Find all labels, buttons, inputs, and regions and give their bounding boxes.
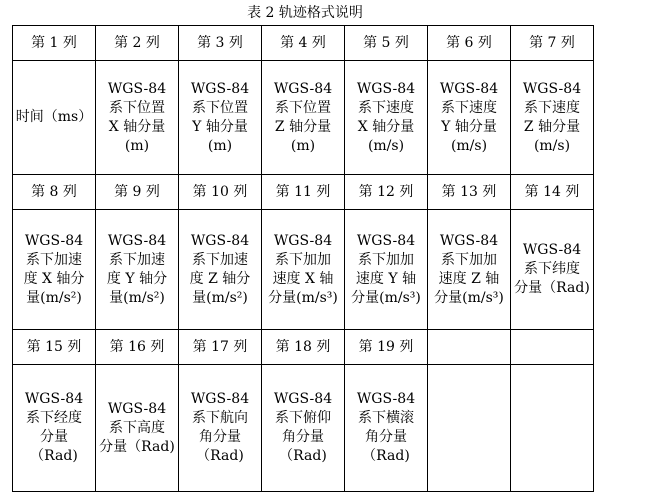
description-line: 速度 X 轴 — [272, 270, 334, 287]
description-line: 系下加速 — [192, 251, 248, 268]
table-caption: 表 2 轨迹格式说明 — [247, 5, 363, 21]
description-cell — [262, 365, 345, 492]
description-line: 系下速度 — [358, 99, 414, 116]
column-header-cell: 第 3 列 — [179, 26, 262, 61]
column-header-cell: 第 2 列 — [96, 26, 179, 61]
column-header-cell: 第 4 列 — [262, 26, 345, 61]
column-header-cell: 第 17 列 — [179, 330, 262, 365]
description-line: (m/s) — [367, 137, 405, 154]
column-header-cell: 第 16 列 — [96, 330, 179, 365]
description-line: （Rad) — [279, 448, 327, 464]
description-line: (m) — [124, 137, 150, 154]
description-line: X 轴分量 — [357, 118, 415, 135]
description-line: WGS-84 — [439, 80, 499, 97]
description-line: (m) — [207, 137, 233, 154]
description-cell — [428, 61, 511, 175]
column-header-cell: 第 14 列 — [511, 175, 594, 210]
column-header-cell: 第 5 列 — [345, 26, 428, 61]
description-line: WGS-84 — [356, 80, 416, 97]
description-line: WGS-84 — [190, 80, 250, 97]
description-line: 量(m/s²) — [192, 289, 248, 306]
description-line: （Rad) — [196, 448, 244, 464]
description-line: 系下位置 — [192, 99, 248, 116]
description-line: 系下速度 — [441, 99, 497, 116]
description-line: 速度 Z 轴 — [438, 270, 500, 287]
description-cell — [345, 61, 428, 175]
description-cell — [262, 61, 345, 175]
description-line: 系下横滚 — [358, 410, 414, 426]
description-row — [13, 210, 594, 330]
description-line: 分量 — [40, 429, 68, 445]
description-line: WGS-84 — [273, 391, 333, 407]
description-line: 系下加加 — [441, 251, 497, 268]
description-line: 分量(m/s³) — [351, 289, 421, 306]
description-line: WGS-84 — [190, 391, 250, 407]
empty-cell — [428, 365, 511, 492]
description-line: 速度 Y 轴 — [355, 270, 417, 287]
column-header-cell: 第 11 列 — [262, 175, 345, 210]
description-line: (m) — [290, 137, 316, 154]
description-cell — [345, 210, 428, 330]
column-header-cell: 第 18 列 — [262, 330, 345, 365]
description-line: （Rad) — [362, 448, 410, 464]
column-header-cell: 第 7 列 — [511, 26, 594, 61]
description-line: WGS-84 — [107, 232, 167, 249]
description-cell — [345, 365, 428, 492]
column-header-cell: 第 1 列 — [13, 26, 96, 61]
description-cell — [179, 365, 262, 492]
description-cell — [13, 61, 96, 175]
description-cell — [511, 210, 594, 330]
description-line: 系下加加 — [275, 251, 331, 268]
description-line: 分量(m/s³) — [434, 289, 504, 306]
description-line: 系下俯仰 — [275, 410, 331, 426]
description-line: WGS-84 — [107, 400, 167, 417]
description-line: (m/s) — [450, 137, 488, 154]
description-line: 量(m/s²) — [109, 289, 165, 306]
description-line: Z 轴分量 — [274, 118, 332, 135]
description-cell — [96, 210, 179, 330]
description-line: WGS-84 — [356, 391, 416, 407]
header-row — [13, 26, 594, 61]
description-line: 分量（Rad) — [514, 280, 590, 296]
description-line: WGS-84 — [522, 80, 582, 97]
column-header-cell — [428, 330, 511, 365]
description-line: Z 轴分量 — [523, 118, 581, 135]
empty-cell — [511, 365, 594, 492]
description-cell — [179, 210, 262, 330]
column-header-cell: 第 19 列 — [345, 330, 428, 365]
column-header-cell: 第 8 列 — [13, 175, 96, 210]
description-line: 系下加速 — [109, 251, 165, 268]
description-line: WGS-84 — [273, 80, 333, 97]
description-line: 系下航向 — [192, 410, 248, 426]
column-header-cell — [511, 330, 594, 365]
description-cell — [96, 365, 179, 492]
description-line: 度 Y 轴分 — [106, 270, 168, 287]
description-line: 角分量 — [365, 429, 407, 445]
description-line: Y 轴分量 — [441, 118, 497, 135]
trajectory-format-table — [12, 25, 594, 492]
description-line: 角分量 — [199, 429, 241, 445]
description-cell — [428, 210, 511, 330]
column-header-cell: 第 10 列 — [179, 175, 262, 210]
description-line: 度 Z 轴分 — [189, 270, 251, 287]
description-line: 系下位置 — [109, 99, 165, 116]
description-line: 系下位置 — [275, 99, 331, 116]
description-cell — [13, 365, 96, 492]
column-header-cell: 第 13 列 — [428, 175, 511, 210]
description-cell — [179, 61, 262, 175]
description-row — [13, 61, 594, 175]
description-line: WGS-84 — [439, 232, 499, 249]
description-line: 分量(m/s³) — [268, 289, 338, 306]
description-cell — [96, 61, 179, 175]
description-line: 系下经度 — [26, 410, 82, 426]
description-line: 系下高度 — [109, 419, 165, 436]
description-line: 角分量 — [282, 429, 324, 445]
column-header-cell: 第 15 列 — [13, 330, 96, 365]
description-line: WGS-84 — [107, 80, 167, 97]
description-line: Y 轴分量 — [192, 118, 248, 135]
description-line: 度 X 轴分 — [23, 270, 85, 287]
column-header-cell: 第 9 列 — [96, 175, 179, 210]
description-line: WGS-84 — [24, 232, 84, 249]
description-cell — [511, 61, 594, 175]
description-row — [13, 365, 594, 492]
description-line: WGS-84 — [522, 242, 582, 258]
header-row — [13, 330, 594, 365]
description-cell — [262, 210, 345, 330]
description-line: 分量（Rad) — [99, 438, 175, 455]
description-line: X 轴分量 — [108, 118, 166, 135]
description-line: 系下纬度 — [524, 261, 580, 277]
description-line: 量(m/s²) — [26, 289, 82, 306]
header-row — [13, 175, 594, 210]
description-cell — [13, 210, 96, 330]
description-line: 系下加速 — [26, 251, 82, 268]
description-line: WGS-84 — [273, 232, 333, 249]
description-line: 时间（ms） — [15, 109, 93, 125]
description-line: WGS-84 — [190, 232, 250, 249]
description-line: （Rad) — [30, 448, 78, 464]
description-line: WGS-84 — [24, 391, 84, 407]
column-header-cell: 第 6 列 — [428, 26, 511, 61]
description-line: WGS-84 — [356, 232, 416, 249]
description-line: (m/s) — [533, 137, 571, 154]
column-header-cell: 第 12 列 — [345, 175, 428, 210]
description-line: 系下加加 — [358, 251, 414, 268]
description-line: 系下速度 — [524, 99, 580, 116]
